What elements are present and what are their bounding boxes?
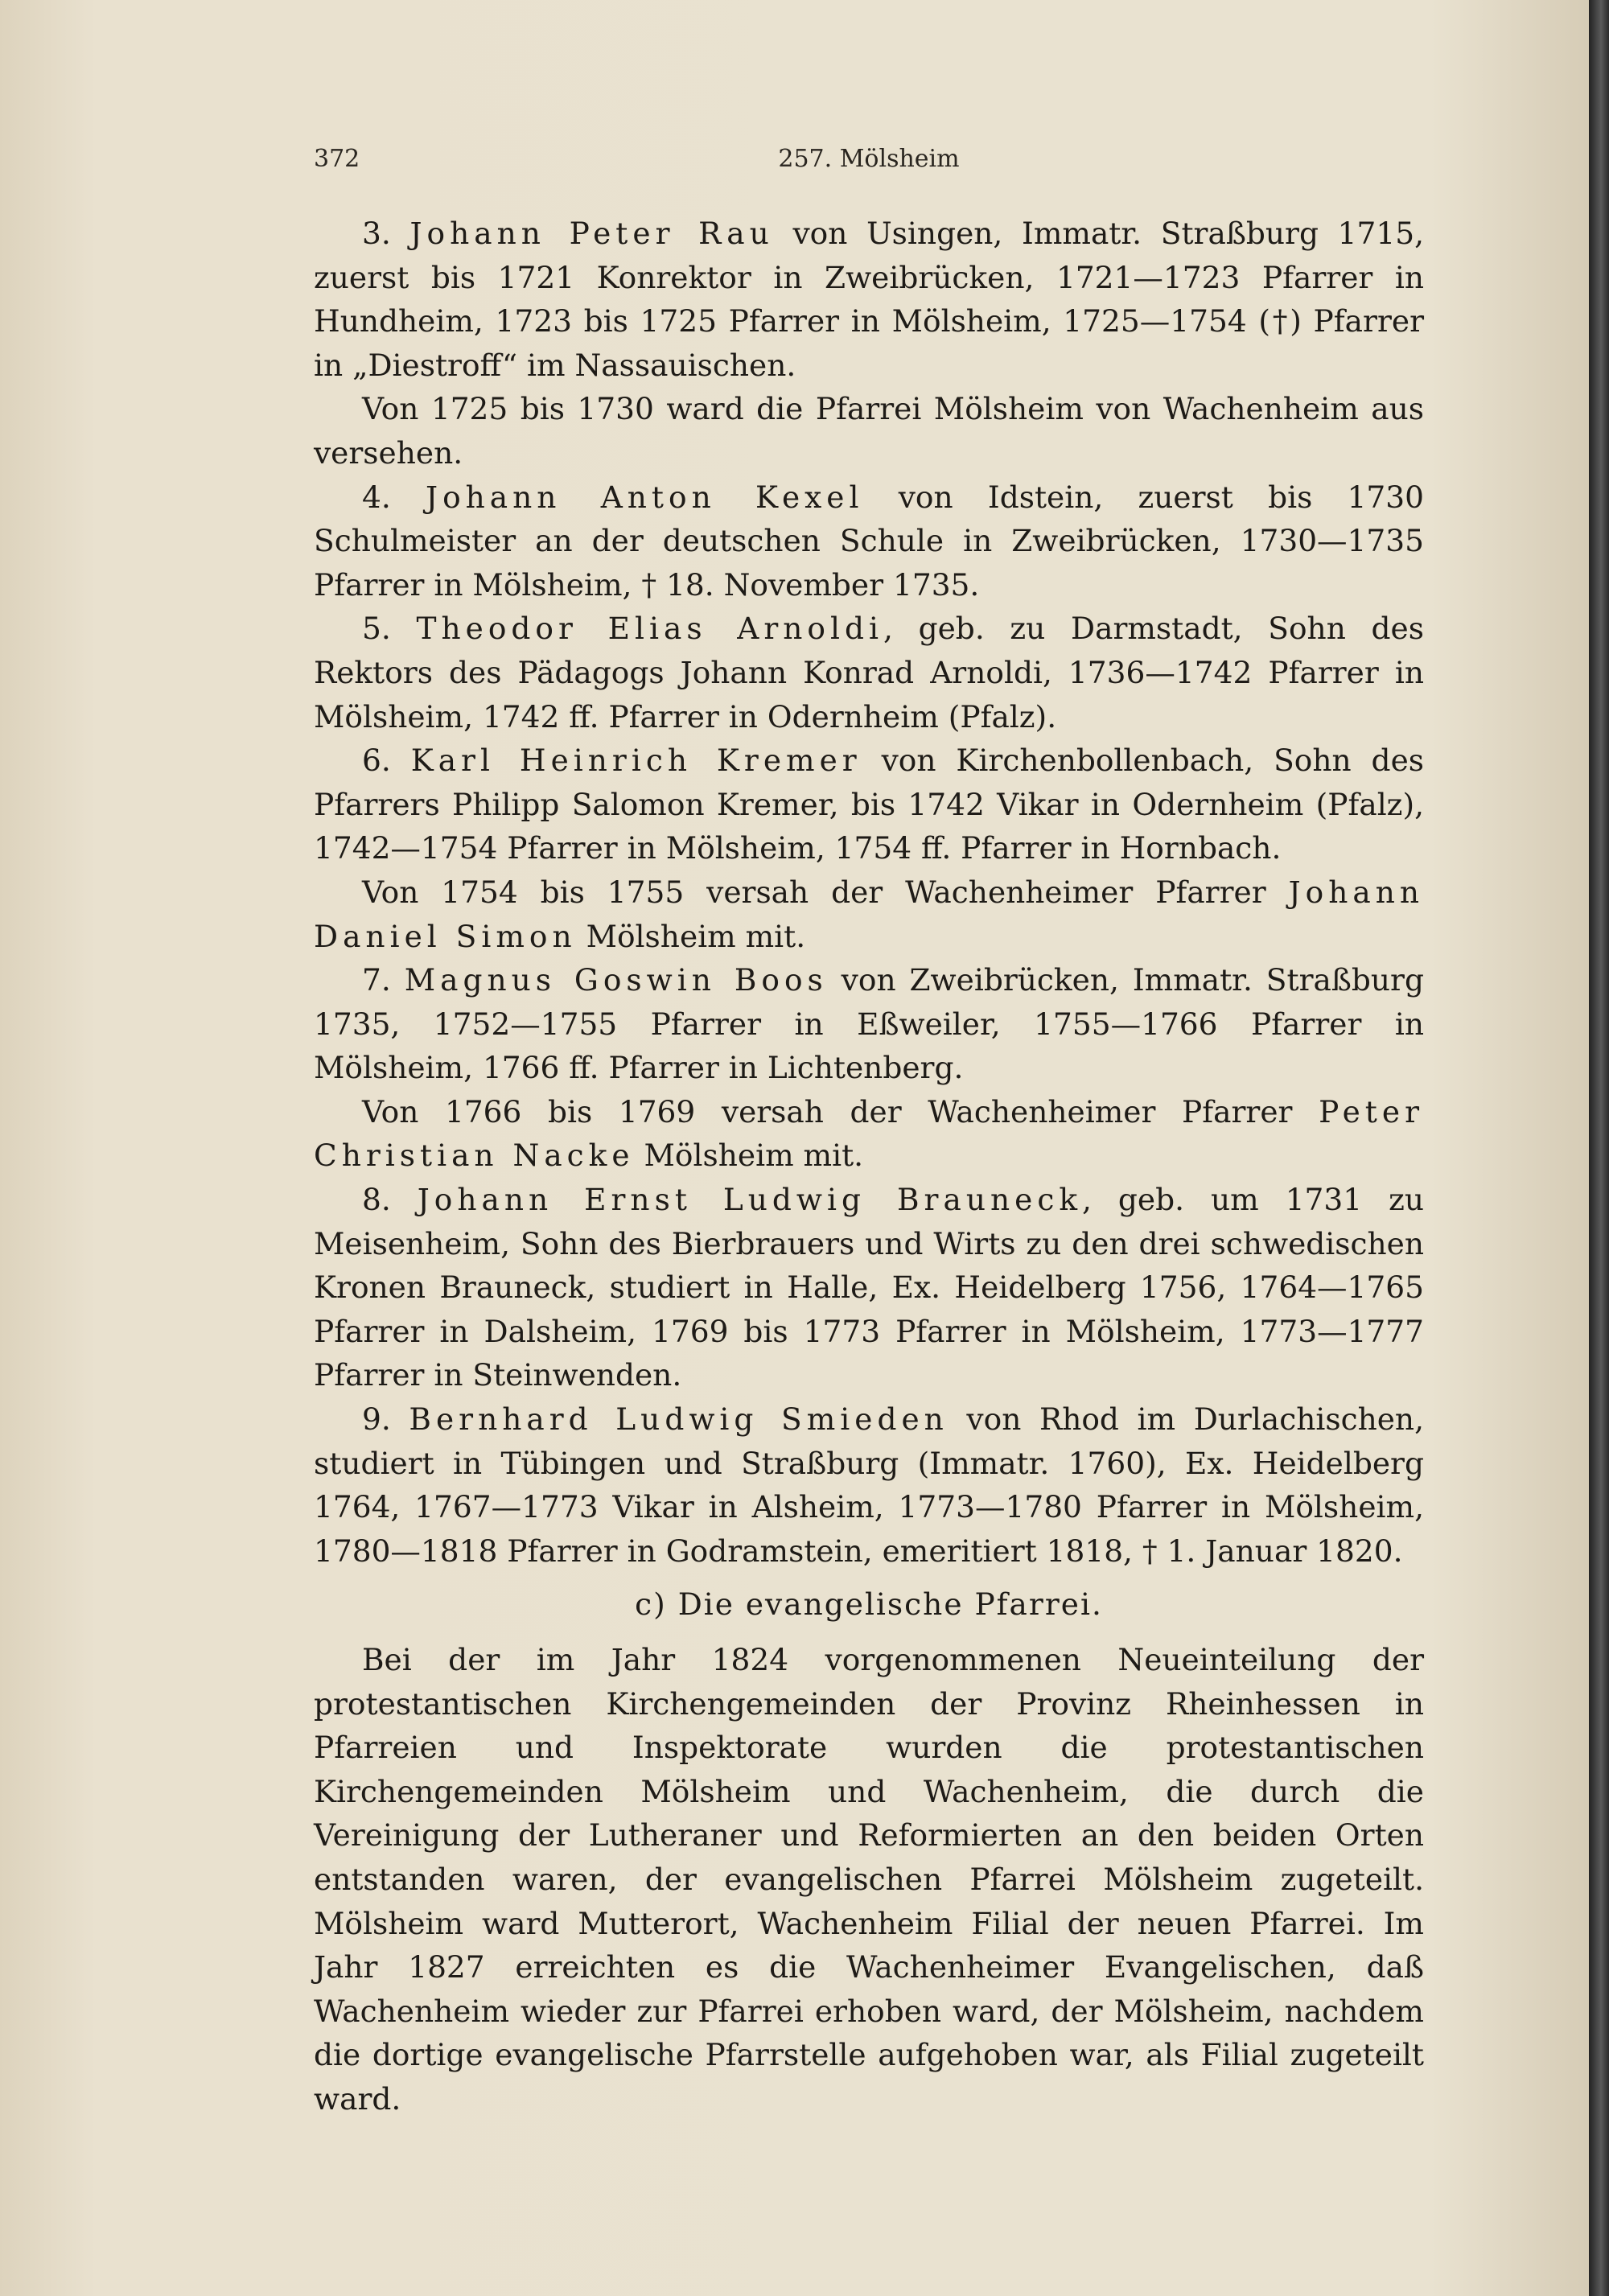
section-label: c) [635, 1586, 667, 1623]
pastor-name: Johann Ernst Ludwig Brauneck [417, 1182, 1083, 1218]
section-title: Die evangelische Pfarrei. [677, 1586, 1103, 1623]
entry-text: von Rhod im Durlachischen, studiert in Tübingen und Straßburg (Immatr. 1760), Ex. Heidelberg 1764, 1767—1773 Vikar in Alsheim, 1773—1780 Pfarrer in Mölsheim, 1780—1818 Pfarrer in Godramstein, emeritiert 1818, † 1. Januar 1820. [314, 1401, 1424, 1569]
pastor-name: Peter Christian Nacke [314, 1093, 1424, 1174]
page-header [314, 145, 1424, 185]
entry-number: 7. [362, 962, 391, 998]
entry-5 [314, 607, 1424, 739]
note-text: Von 1754 bis 1755 versah der Wachenheimer Pfarrer [362, 874, 1289, 910]
note-text: Mölsheim mit. [634, 1138, 864, 1174]
entry-3 [314, 212, 1424, 387]
entry-text: von Usingen, Immatr. Straßburg 1715, zuerst bis 1721 Konrektor in Zweibrücken, 1721—1723 Pfarrer in Hundheim, 1723 bis 1725 Pfarrer in Mölsheim, 1725—1754 (†) Pfarrer in „Diestroff“ im Nassauischen. [314, 216, 1425, 383]
entry-number: 4. [362, 479, 391, 515]
entry-text: von Idstein, zuerst bis 1730 Schulmeister an der deutschen Schule in Zweibrücken, 1730—1735 Pfarrer in Mölsheim, † 18. November 1735. [314, 479, 1425, 603]
vacancy-note: Von 1725 bis 1730 ward die Pfarrei Mölsheim von Wachenheim aus versehen. [314, 391, 1424, 471]
pastor-name: Johann Anton Kexel [426, 479, 864, 515]
note-text: Mölsheim mit. [576, 918, 806, 954]
pastor-name: Johann Daniel Simon [314, 874, 1424, 954]
note-text: Von 1766 bis 1769 versah der Wachenheimer Pfarrer [362, 1093, 1319, 1129]
book-spine [1589, 0, 1609, 2296]
page-body [314, 212, 1424, 2121]
entry-6 [314, 739, 1424, 870]
pastor-name: Magnus Goswin Boos [404, 962, 828, 998]
entry-7 [314, 958, 1424, 1090]
entry-number: 9. [362, 1401, 391, 1438]
entry-number: 3. [362, 216, 391, 251]
entry-number: 8. [362, 1182, 391, 1218]
page-number: 372 [314, 145, 360, 173]
vacancy-note [314, 1090, 1424, 1178]
running-head: 257. Mölsheim [778, 145, 960, 173]
vacancy-note [314, 870, 1424, 958]
entry-text: von Zweibrücken, Immatr. Straßburg 1735, 1752—1755 Pfarrer in Eßweiler, 1755—1766 Pfarrer in Mölsheim, 1766 ff. Pfarrer in Lichtenberg. [314, 962, 1424, 1086]
entry-text: , geb. um 1731 zu Meisenheim, Sohn des Bierbrauers und Wirts zu den drei schwedischen Kronen Brauneck, studiert in Halle, Ex. Heidelberg 1756, 1764—1765 Pfarrer in Dalsheim, 1769 bis 1773 Pfarrer in Mölsheim, 1773—1777 Pfarrer in Steinwenden. [314, 1182, 1424, 1393]
entry-9 [314, 1397, 1424, 1573]
entry-number: 6. [362, 743, 391, 779]
pastor-name: Johann Peter Rau [409, 216, 774, 251]
section-heading [314, 1582, 1424, 1627]
entry-4 [314, 475, 1424, 607]
entry-number: 5. [362, 611, 391, 647]
section-text: Bei der im Jahr 1824 vorgenommenen Neueinteilung der protestantischen Kirchengemeinden der Provinz Rheinhessen in Pfarreien und Inspektorate wurden die protestantischen Kirchengemeinden Mölsheim und Wachenheim, die durch die Vereinigung der Lutheraner und Reformierten an den beiden Orten entstanden waren, der evangelischen Pfarrei Mölsheim zugeteilt. Mölsheim ward Mutterort, Wachenheim Filial der neuen Pfarrei. Im Jahr 1827 erreichten es die Wachenheimer Evangelischen, daß Wachenheim wieder zur Pfarrei erhoben ward, der Mölsheim, nachdem die dortige evangelische Pfarrstelle aufgehoben war, als Filial zugeteilt ward. [314, 1642, 1424, 2117]
entry-text: , geb. zu Darmstadt, Sohn des Rektors des Pädagogs Johann Konrad Arnoldi, 1736—1742 Pfarrer in Mölsheim, 1742 ff. Pfarrer in Odernheim (Pfalz). [314, 611, 1424, 734]
pastor-name: Karl Heinrich Kremer [410, 743, 862, 779]
pastor-name: Theodor Elias Arnoldi [416, 611, 883, 647]
pastor-name: Bernhard Ludwig Smieden [409, 1401, 949, 1438]
entry-8 [314, 1178, 1424, 1397]
entry-text: von Kirchenbollenbach, Sohn des Pfarrers Philipp Salomon Kremer, bis 1742 Vikar in Odernheim (Pfalz), 1742—1754 Pfarrer in Mölsheim, 1754 ff. Pfarrer in Hornbach. [314, 743, 1425, 866]
